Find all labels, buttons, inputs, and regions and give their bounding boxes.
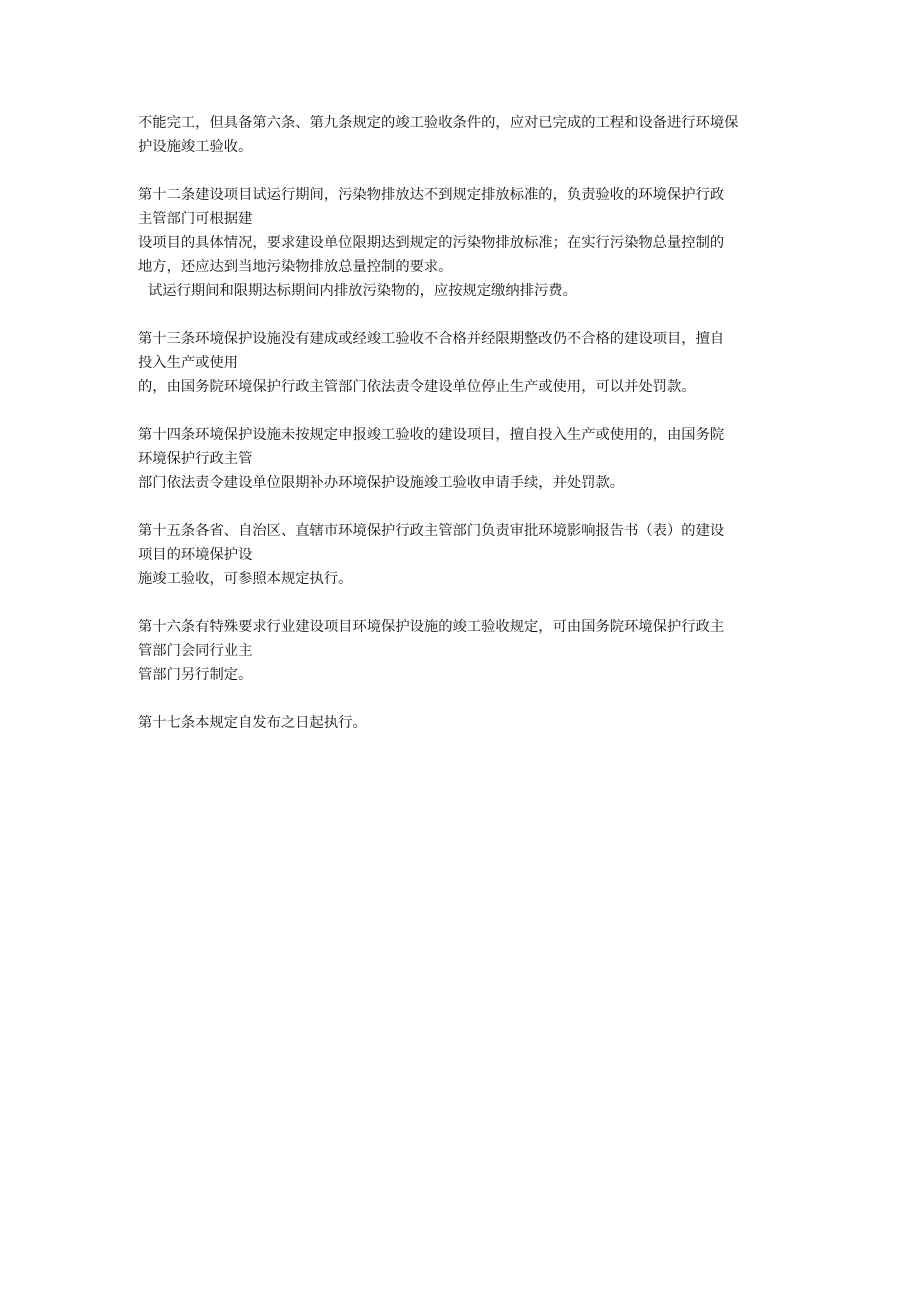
text-line: 管部门另行制定。 bbox=[138, 667, 253, 683]
paragraph-article-14 bbox=[138, 423, 788, 495]
text-line: 地方，还应达到当地污染物排放总量控制的要求。 bbox=[138, 259, 453, 275]
paragraph-article-16 bbox=[138, 615, 788, 687]
text-line: 第十四条环境保护设施未按规定申报竣工验收的建设项目，擅自投入生产或使用的，由国务院 bbox=[138, 427, 725, 443]
paragraph-article-12 bbox=[138, 183, 788, 303]
text-line: 项目的环境保护设 bbox=[138, 547, 253, 563]
paragraph-article-13 bbox=[138, 327, 788, 399]
text-line: 的，由国务院环境保护行政主管部门依法责令建设单位停止生产或使用，可以并处罚款。 bbox=[138, 379, 696, 395]
text-line: 第十三条环境保护设施没有建成或经竣工验收不合格并经限期整改仍不合格的建设项目，擅自 bbox=[138, 331, 725, 347]
paragraph-article-15 bbox=[138, 519, 788, 591]
text-line: 设项目的具体情况，要求建设单位限期达到规定的污染物排放标准；在实行污染物总量控制的 bbox=[138, 235, 725, 251]
text-line: 施竣工验收，可参照本规定执行。 bbox=[138, 571, 353, 587]
document-body bbox=[138, 111, 788, 759]
text-line: 管部门会同行业主 bbox=[138, 643, 253, 659]
text-line: 环境保护行政主管 bbox=[138, 451, 253, 467]
text-line: 第十五条各省、自治区、直辖市环境保护行政主管部门负责审批环境影响报告书（表）的建设 bbox=[138, 523, 725, 539]
text-line: 试运行期间和限期达标期间内排放污染物的，应按规定缴纳排污费。 bbox=[148, 283, 577, 299]
text-line: 第十六条有特殊要求行业建设项目环境保护设施的竣工验收规定，可由国务院环境保护行政主 bbox=[138, 619, 725, 635]
text-line: 第十七条本规定自发布之日起执行。 bbox=[138, 715, 367, 731]
text-line: 不能完工，但具备第六条、第九条规定的竣工验收条件的，应对已完成的工程和设备进行环境保 bbox=[138, 115, 739, 131]
text-line: 部门依法责令建设单位限期补办环境保护设施竣工验收申请手续，并处罚款。 bbox=[138, 475, 625, 491]
text-line: 护设施竣工验收。 bbox=[138, 139, 253, 155]
text-line: 投入生产或使用 bbox=[138, 355, 239, 371]
paragraph-article-17 bbox=[138, 711, 788, 735]
text-line: 主管部门可根据建 bbox=[138, 211, 253, 227]
text-line: 第十二条建设项目试运行期间，污染物排放达不到规定排放标准的，负责验收的环境保护行政 bbox=[138, 187, 725, 203]
paragraph-article-11-continued bbox=[138, 111, 788, 159]
